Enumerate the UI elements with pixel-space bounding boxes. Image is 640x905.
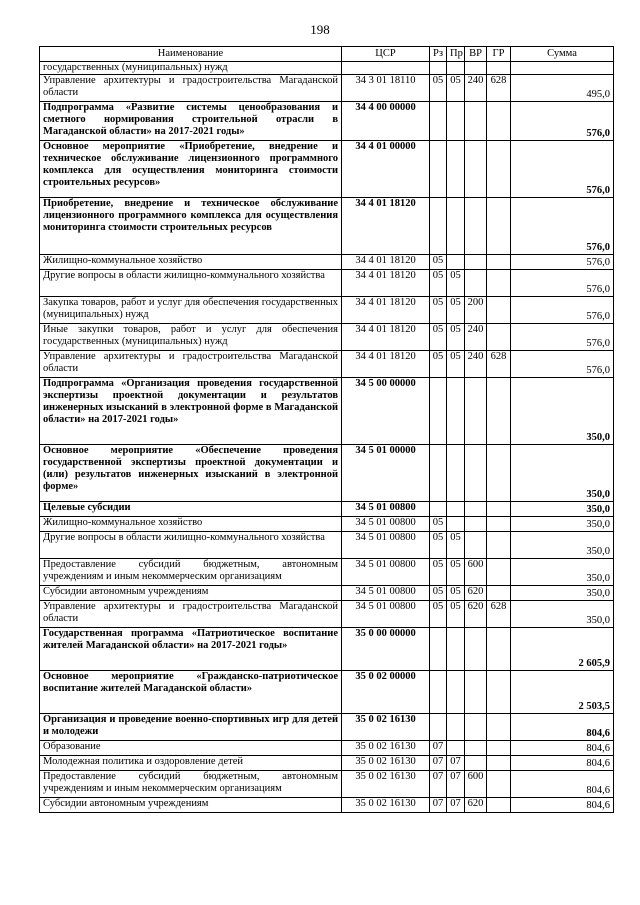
cell-rz: 05 [430, 255, 447, 270]
cell-rz [430, 671, 447, 714]
cell-csr: 35 0 02 00000 [342, 671, 430, 714]
cell-pr: 07 [447, 756, 465, 771]
cell-csr: 34 5 00 00000 [342, 378, 430, 445]
table-header-row [40, 47, 614, 62]
cell-gr [487, 559, 511, 586]
cell-name: Образование [40, 741, 342, 756]
cell-name: Субсидии автономным учреждениям [40, 798, 342, 813]
cell-pr: 05 [447, 324, 465, 351]
cell-sum: 576,0 [511, 270, 614, 297]
cell-gr [487, 255, 511, 270]
cell-name: Государственная программа «Патриотическое воспитание жителей Магаданской области» на 2017-2021 годы» [40, 628, 342, 671]
cell-pr [447, 502, 465, 517]
cell-rz: 07 [430, 798, 447, 813]
cell-vr [465, 445, 487, 502]
cell-vr [465, 502, 487, 517]
cell-vr [465, 255, 487, 270]
cell-pr: 05 [447, 75, 465, 102]
cell-csr: 34 4 01 00000 [342, 141, 430, 198]
cell-csr [342, 62, 430, 75]
cell-csr: 34 5 01 00800 [342, 502, 430, 517]
cell-vr: 620 [465, 798, 487, 813]
cell-name: Предоставление субсидий бюджетным, автономным учреждениям и иным некоммерческим организациям [40, 771, 342, 798]
header-sum: Сумма [511, 47, 614, 62]
table-row [40, 198, 614, 255]
cell-vr [465, 714, 487, 741]
cell-rz [430, 445, 447, 502]
cell-sum: 804,6 [511, 798, 614, 813]
cell-pr: 07 [447, 798, 465, 813]
cell-gr [487, 141, 511, 198]
cell-name: Подпрограмма «Развитие системы ценообразования и сметного нормирования строительной отрасли в Магаданской области» на 2017-2021 годы» [40, 102, 342, 141]
cell-sum: 576,0 [511, 198, 614, 255]
cell-name: Субсидии автономным учреждениям [40, 586, 342, 601]
cell-rz: 05 [430, 75, 447, 102]
cell-rz: 05 [430, 517, 447, 532]
cell-csr: 34 4 01 18120 [342, 255, 430, 270]
cell-name: Предоставление субсидий бюджетным, автономным учреждениям и иным некоммерческим организациям [40, 559, 342, 586]
cell-csr: 35 0 02 16130 [342, 798, 430, 813]
header-gr: ГР [487, 47, 511, 62]
header-csr: ЦСР [342, 47, 430, 62]
cell-pr [447, 714, 465, 741]
cell-name: Другие вопросы в области жилищно-коммунального хозяйства [40, 270, 342, 297]
table-row [40, 601, 614, 628]
cell-vr [465, 270, 487, 297]
cell-gr [487, 62, 511, 75]
cell-gr: 628 [487, 601, 511, 628]
cell-name: Основное мероприятие «Приобретение, внедрение и техническое обслуживание лицензионного программного комплекса для осуществления мониторинга стоимости строительных ресурсов» [40, 141, 342, 198]
cell-sum: 576,0 [511, 324, 614, 351]
cell-pr: 05 [447, 270, 465, 297]
cell-rz [430, 502, 447, 517]
table-row [40, 517, 614, 532]
table-row [40, 798, 614, 813]
cell-pr [447, 62, 465, 75]
cell-rz: 05 [430, 586, 447, 601]
cell-gr [487, 517, 511, 532]
cell-sum: 804,6 [511, 771, 614, 798]
cell-vr [465, 378, 487, 445]
cell-name: Целевые субсидии [40, 502, 342, 517]
cell-sum: 576,0 [511, 351, 614, 378]
cell-gr [487, 586, 511, 601]
budget-table [39, 46, 614, 813]
cell-gr [487, 270, 511, 297]
header-vr: ВР [465, 47, 487, 62]
table-row [40, 255, 614, 270]
cell-csr: 35 0 00 00000 [342, 628, 430, 671]
cell-csr: 35 0 02 16130 [342, 756, 430, 771]
cell-sum: 350,0 [511, 445, 614, 502]
cell-sum: 350,0 [511, 532, 614, 559]
cell-csr: 34 3 01 18110 [342, 75, 430, 102]
cell-csr: 34 4 01 18120 [342, 351, 430, 378]
cell-gr: 628 [487, 351, 511, 378]
cell-sum: 576,0 [511, 255, 614, 270]
cell-vr: 600 [465, 559, 487, 586]
cell-rz: 07 [430, 771, 447, 798]
cell-rz [430, 628, 447, 671]
cell-vr: 600 [465, 771, 487, 798]
cell-pr [447, 671, 465, 714]
cell-sum: 350,0 [511, 502, 614, 517]
cell-pr: 05 [447, 532, 465, 559]
cell-sum: 804,6 [511, 714, 614, 741]
cell-vr: 240 [465, 75, 487, 102]
cell-gr [487, 771, 511, 798]
cell-sum: 804,6 [511, 741, 614, 756]
cell-pr [447, 741, 465, 756]
table-body [40, 62, 614, 813]
cell-csr: 35 0 02 16130 [342, 771, 430, 798]
cell-csr: 34 5 01 00800 [342, 517, 430, 532]
table-row [40, 62, 614, 75]
cell-gr [487, 502, 511, 517]
cell-sum: 576,0 [511, 102, 614, 141]
table-row [40, 445, 614, 502]
table-row [40, 714, 614, 741]
table-row [40, 741, 614, 756]
cell-name: Приобретение, внедрение и техническое обслуживание лицензионного программного комплекса для осуществления мониторинга стоимости строительных ресурсов [40, 198, 342, 255]
cell-name: Управление архитектуры и градостроительства Магаданской области [40, 351, 342, 378]
cell-vr: 240 [465, 351, 487, 378]
table-row [40, 756, 614, 771]
cell-gr [487, 378, 511, 445]
cell-rz: 07 [430, 756, 447, 771]
cell-sum: 2 503,5 [511, 671, 614, 714]
cell-sum: 576,0 [511, 297, 614, 324]
cell-gr [487, 714, 511, 741]
table-row [40, 141, 614, 198]
cell-gr [487, 102, 511, 141]
cell-name: Закупка товаров, работ и услуг для обеспечения государственных (муниципальных) нужд [40, 297, 342, 324]
cell-pr: 05 [447, 351, 465, 378]
header-rz: Рз [430, 47, 447, 62]
cell-vr: 200 [465, 297, 487, 324]
cell-csr: 34 5 01 00800 [342, 559, 430, 586]
cell-rz [430, 62, 447, 75]
cell-csr: 34 4 00 00000 [342, 102, 430, 141]
cell-vr [465, 628, 487, 671]
table-row [40, 502, 614, 517]
cell-csr: 34 5 01 00800 [342, 532, 430, 559]
cell-gr [487, 756, 511, 771]
table-row [40, 378, 614, 445]
cell-vr [465, 756, 487, 771]
cell-vr [465, 532, 487, 559]
cell-name: Основное мероприятие «Гражданско-патриотическое воспитание жителей Магаданской области» [40, 671, 342, 714]
cell-pr [447, 141, 465, 198]
cell-sum [511, 62, 614, 75]
cell-pr [447, 102, 465, 141]
cell-rz: 07 [430, 741, 447, 756]
cell-csr: 34 5 01 00800 [342, 586, 430, 601]
cell-csr: 34 4 01 18120 [342, 324, 430, 351]
table-row [40, 324, 614, 351]
cell-csr: 34 4 01 18120 [342, 270, 430, 297]
cell-vr [465, 198, 487, 255]
table-row [40, 771, 614, 798]
table-row [40, 297, 614, 324]
cell-rz: 05 [430, 532, 447, 559]
cell-name: Другие вопросы в области жилищно-коммунального хозяйства [40, 532, 342, 559]
cell-vr [465, 62, 487, 75]
cell-pr [447, 255, 465, 270]
cell-rz [430, 141, 447, 198]
cell-pr: 05 [447, 601, 465, 628]
cell-pr: 05 [447, 559, 465, 586]
table-row [40, 559, 614, 586]
cell-gr: 628 [487, 75, 511, 102]
table-row [40, 270, 614, 297]
header-name: Наименование [40, 47, 342, 62]
cell-rz [430, 378, 447, 445]
cell-pr: 07 [447, 771, 465, 798]
cell-gr [487, 324, 511, 351]
cell-csr: 35 0 02 16130 [342, 714, 430, 741]
cell-rz: 05 [430, 559, 447, 586]
cell-vr [465, 141, 487, 198]
table-row [40, 351, 614, 378]
cell-gr [487, 297, 511, 324]
cell-sum: 350,0 [511, 378, 614, 445]
cell-rz: 05 [430, 324, 447, 351]
header-pr: Пр [447, 47, 465, 62]
cell-gr [487, 741, 511, 756]
cell-rz: 05 [430, 601, 447, 628]
cell-vr: 240 [465, 324, 487, 351]
cell-name: Организация и проведение военно-спортивных игр для детей и молодежи [40, 714, 342, 741]
cell-rz [430, 102, 447, 141]
cell-rz [430, 714, 447, 741]
cell-pr [447, 628, 465, 671]
table-row [40, 671, 614, 714]
cell-csr: 34 4 01 18120 [342, 198, 430, 255]
cell-pr: 05 [447, 297, 465, 324]
cell-vr [465, 517, 487, 532]
cell-rz: 05 [430, 351, 447, 378]
cell-gr [487, 445, 511, 502]
table-row [40, 586, 614, 601]
cell-gr [487, 532, 511, 559]
cell-sum: 350,0 [511, 586, 614, 601]
cell-pr [447, 378, 465, 445]
cell-gr [487, 628, 511, 671]
cell-gr [487, 671, 511, 714]
cell-pr [447, 517, 465, 532]
cell-csr: 34 5 01 00800 [342, 601, 430, 628]
cell-vr: 620 [465, 601, 487, 628]
cell-name: Управление архитектуры и градостроительства Магаданской области [40, 601, 342, 628]
table-row [40, 75, 614, 102]
cell-name: Основное мероприятие «Обеспечение проведения государственной экспертизы проектной документации и (или) результатов инженерных изысканий в электронной форме» [40, 445, 342, 502]
table-row [40, 102, 614, 141]
cell-sum: 576,0 [511, 141, 614, 198]
page-number: 198 [310, 22, 330, 37]
cell-csr: 35 0 02 16130 [342, 741, 430, 756]
cell-sum: 495,0 [511, 75, 614, 102]
cell-name: Подпрограмма «Организация проведения государственной экспертизы проектной документации и результатов инженерных изысканий в электронной форме в Магаданской области» на 2017-2021 годы» [40, 378, 342, 445]
cell-rz: 05 [430, 297, 447, 324]
cell-vr [465, 102, 487, 141]
cell-sum: 350,0 [511, 601, 614, 628]
cell-vr [465, 741, 487, 756]
cell-name: Иные закупки товаров, работ и услуг для обеспечения государственных (муниципальных) нужд [40, 324, 342, 351]
cell-sum: 804,6 [511, 756, 614, 771]
cell-name: Управление архитектуры и градостроительства Магаданской области [40, 75, 342, 102]
cell-gr [487, 198, 511, 255]
cell-pr [447, 198, 465, 255]
cell-sum: 350,0 [511, 517, 614, 532]
cell-sum: 2 605,9 [511, 628, 614, 671]
cell-name: Молодежная политика и оздоровление детей [40, 756, 342, 771]
cell-gr [487, 798, 511, 813]
cell-rz: 05 [430, 270, 447, 297]
cell-pr: 05 [447, 586, 465, 601]
table-row [40, 628, 614, 671]
cell-name: Жилищно-коммунальное хозяйство [40, 517, 342, 532]
table-row [40, 532, 614, 559]
cell-name: государственных (муниципальных) нужд [40, 62, 342, 75]
cell-csr: 34 5 01 00000 [342, 445, 430, 502]
cell-vr: 620 [465, 586, 487, 601]
cell-name: Жилищно-коммунальное хозяйство [40, 255, 342, 270]
cell-csr: 34 4 01 18120 [342, 297, 430, 324]
cell-pr [447, 445, 465, 502]
cell-rz [430, 198, 447, 255]
cell-sum: 350,0 [511, 559, 614, 586]
cell-vr [465, 671, 487, 714]
